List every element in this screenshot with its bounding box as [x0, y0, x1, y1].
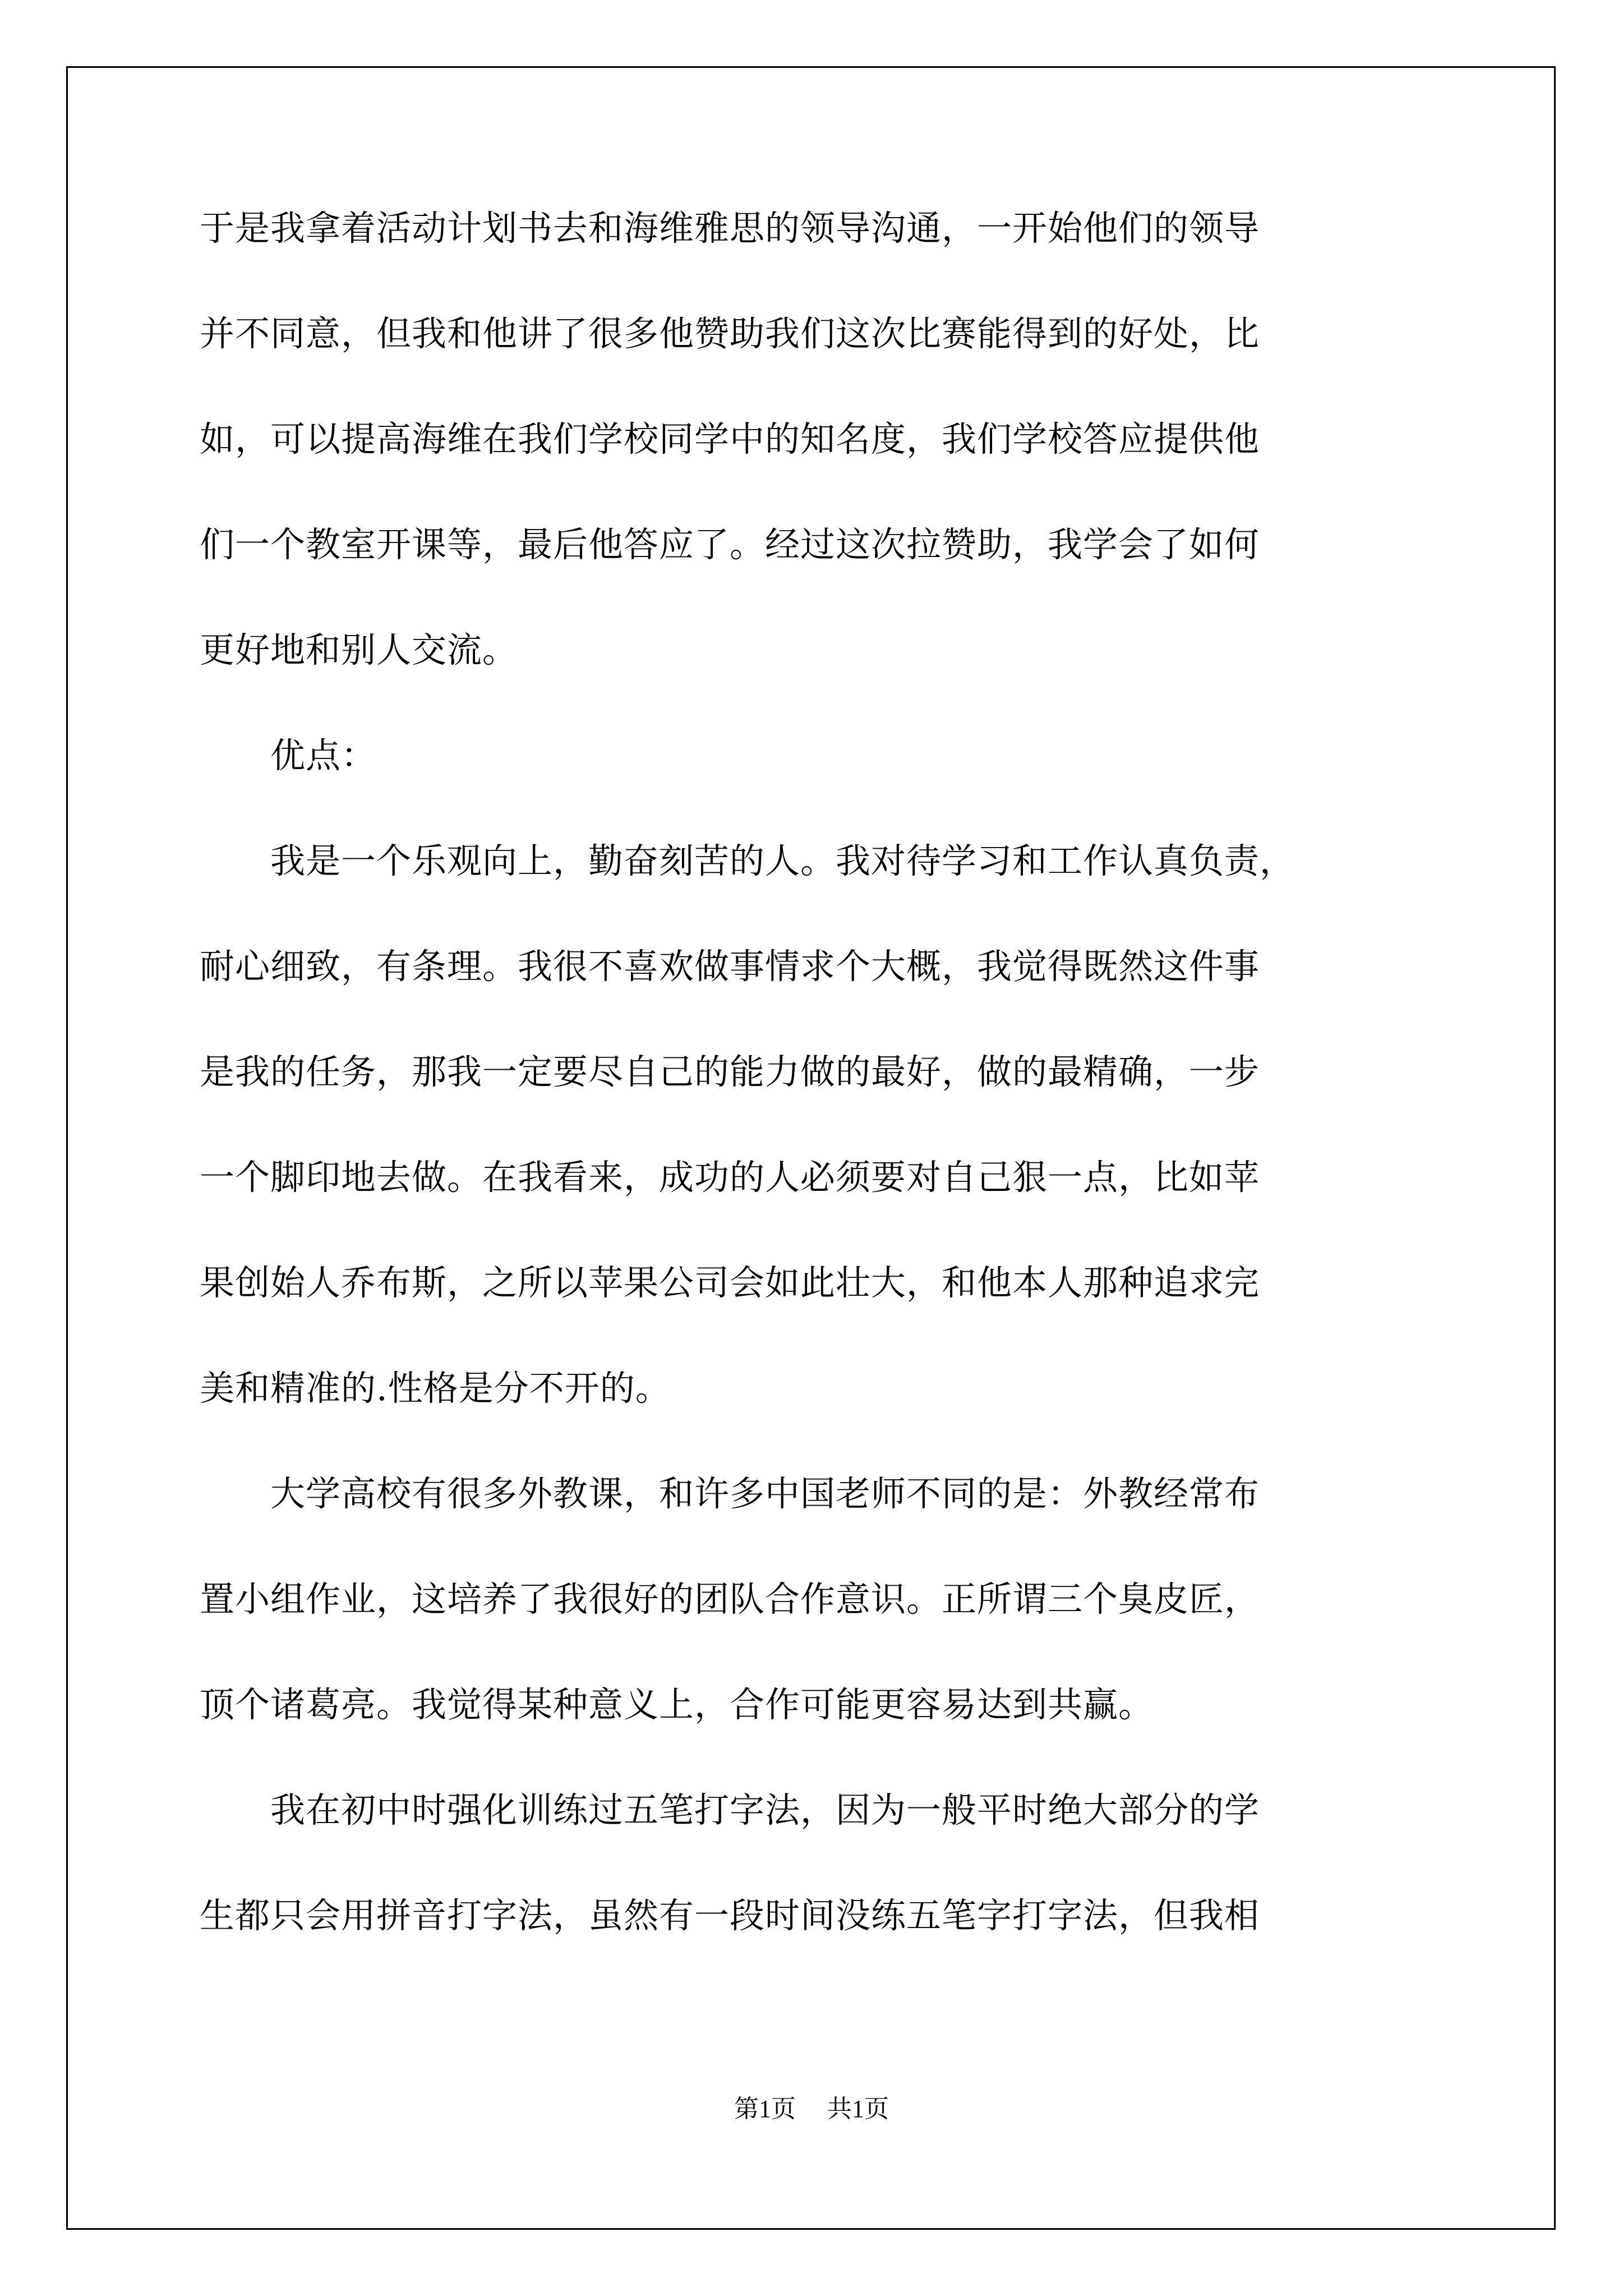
text-line: 置小组作业，这培养了我很好的团队合作意识。正所谓三个臭皮匠， [200, 1579, 1260, 1619]
text-line: 耐心细致，有条理。我很不喜欢做事情求个大概，我觉得既然这件事 [200, 946, 1260, 987]
text-line: 于是我拿着活动计划书去和海维雅思的领导沟通，一开始他们的领导 [200, 208, 1260, 249]
text-line: 更好地和别人交流。 [200, 629, 518, 670]
text-line: 生都只会用拼音打字法，虽然有一段时间没练五笔字打字法，但我相 [200, 1895, 1260, 1936]
text-line: 大学高校有很多外教课，和许多中国老师不同的是：外教经常布 [200, 1473, 1260, 1514]
text-line: 我是一个乐观向上，勤奋刻苦的人。我对待学习和工作认真负责， [200, 840, 1295, 881]
text-line: 一个脚印地去做。在我看来，成功的人必须要对自己狠一点，比如苹 [200, 1157, 1260, 1198]
page-footer [0, 2096, 1623, 2123]
text-line: 如，可以提高海维在我们学校同学中的知名度，我们学校答应提供他 [200, 418, 1260, 459]
section-heading: 优点： [200, 735, 377, 776]
text-line: 们一个教室开课等，最后他答应了。经过这次拉赞助，我学会了如何 [200, 524, 1260, 565]
text-line: 是我的任务，那我一定要尽自己的能力做的最好，做的最精确，一步 [200, 1051, 1260, 1092]
text-line: 并不同意，但我和他讲了很多他赞助我们这次比赛能得到的好处，比 [200, 313, 1260, 354]
text-line: 美和精准的.性格是分不开的。 [200, 1368, 671, 1409]
page-total: 共1页 [827, 2095, 889, 2123]
text-line: 顶个诸葛亮。我觉得某种意义上，合作可能更容易达到共赢。 [200, 1684, 1154, 1725]
text-line: 果创始人乔布斯，之所以苹果公司会如此壮大，和他本人那种追求完 [200, 1262, 1260, 1303]
page-number: 第1页 [734, 2095, 796, 2123]
text-line: 我在初中时强化训练过五笔打字法，因为一般平时绝大部分的学 [200, 1789, 1260, 1830]
document-body [200, 208, 1433, 2004]
